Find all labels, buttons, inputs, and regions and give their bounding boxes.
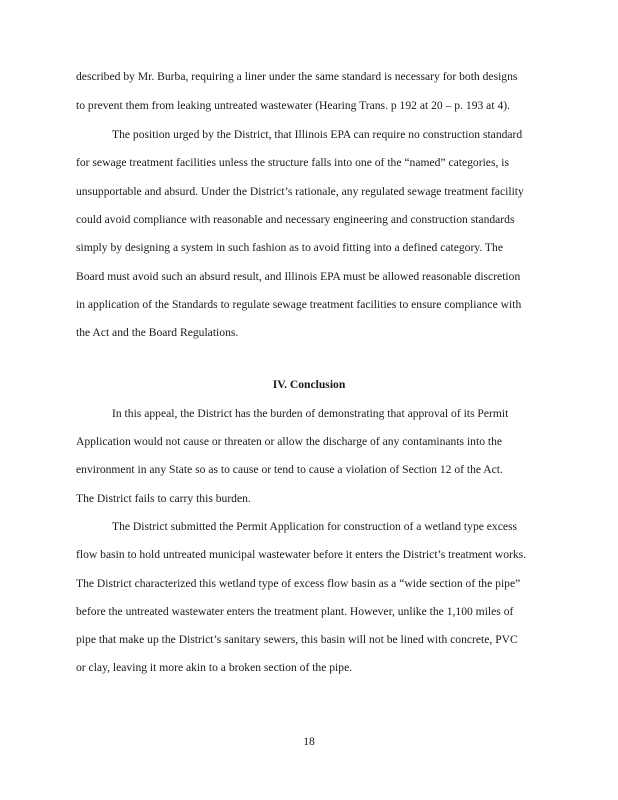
page-number: 18 (303, 735, 315, 748)
text-line: The position urged by the District, that Illinois EPA can require no construction standard (112, 128, 523, 141)
section-heading: IV. Conclusion (272, 378, 346, 391)
text-line: In this appeal, the District has the burden of demonstrating that approval of its Permit (112, 407, 509, 420)
text-line: the Act and the Board Regulations. (76, 326, 239, 339)
text-line: unsupportable and absurd. Under the District’s rationale, any regulated sewage treatment facility (76, 185, 524, 198)
text-line: before the untreated wastewater enters the treatment plant. However, unlike the 1,100 miles of (76, 605, 514, 618)
text-line: simply by designing a system in such fashion as to avoid fitting into a defined category. The (76, 241, 503, 254)
text-line: Application would not cause or threaten or allow the discharge of any contaminants into the (76, 435, 503, 448)
text-line: The District fails to carry this burden. (76, 492, 251, 505)
text-line: could avoid compliance with reasonable and necessary engineering and construction standards (76, 213, 515, 226)
text-line: for sewage treatment facilities unless the structure falls into one of the “named” categories, is (76, 156, 509, 169)
text-line: environment in any State so as to cause or tend to cause a violation of Section 12 of the Act. (76, 463, 503, 476)
text-line: flow basin to hold untreated municipal wastewater before it enters the District’s treatment works. (76, 548, 527, 561)
text-line: described by Mr. Burba, requiring a liner under the same standard is necessary for both designs (76, 70, 518, 83)
text-line: in application of the Standards to regulate sewage treatment facilities to ensure compliance with (76, 298, 522, 311)
text-line: or clay, leaving it more akin to a broken section of the pipe. (76, 661, 353, 674)
text-line: The District submitted the Permit Application for construction of a wetland type excess (112, 520, 518, 533)
text-line: The District characterized this wetland type of excess flow basin as a “wide section of the pipe” (76, 577, 521, 590)
text-line: pipe that make up the District’s sanitary sewers, this basin will not be lined with concrete, PVC (76, 633, 518, 646)
text-line: Board must avoid such an absurd result, and Illinois EPA must be allowed reasonable discretion (76, 270, 521, 283)
text-line: to prevent them from leaking untreated wastewater (Hearing Trans. p 192 at 20 – p. 193 at 4). (76, 99, 511, 112)
